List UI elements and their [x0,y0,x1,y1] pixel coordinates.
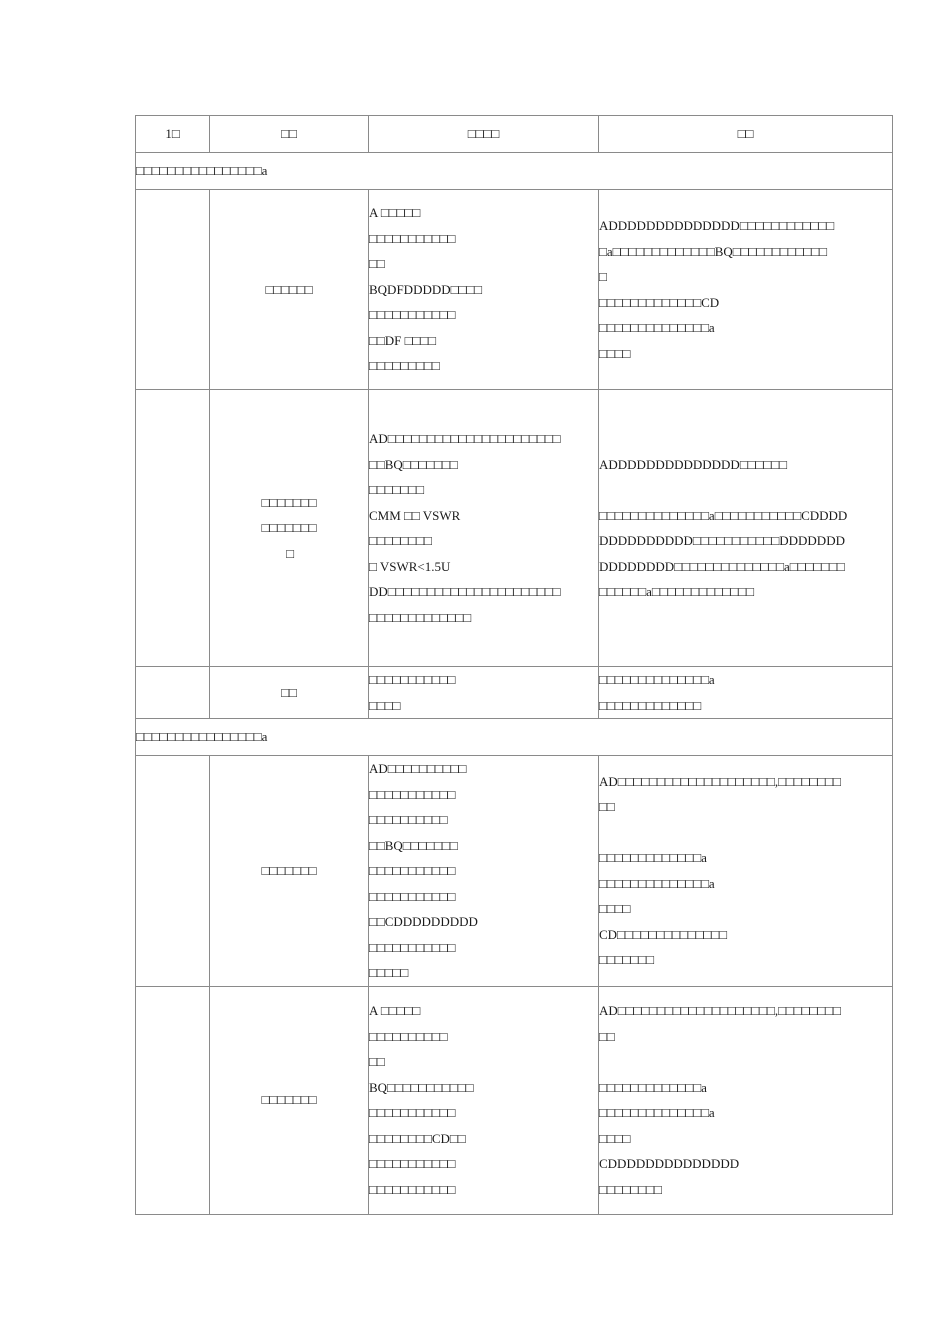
table-row [136,190,893,390]
cell-line: □□DF □□□□ [369,332,436,348]
cell-line: CD□□□□□□□□□□□□□□ [599,926,727,942]
cell-line: □ [286,545,294,561]
params-cell [369,667,599,719]
cell-line: □a□□□□□□□□□□□□□BQ□□□□□□□□□□□□ [599,243,827,259]
table-row [136,756,893,987]
cell-line: □□□□□□□□□□□□□ [599,697,702,713]
params-cell [369,390,599,667]
cell-line: CDDDDDDDDDDDDDD [599,1156,740,1171]
cell-line: □□□□□□□ [261,1092,317,1108]
params-cell [369,756,599,987]
row-index-cell [136,986,210,1214]
notes-cell [599,390,893,667]
cell-line: □□ [369,1054,385,1069]
cell-line: ADDDDDDDDDDDDDD□□□□□□ [599,456,787,472]
cell-line: □□□□□□□□□□□□□□a [599,672,715,687]
header-col-2: □□ [210,116,369,153]
cell-line: DD□□□□□□□□□□□□□□□□□□□□□□ [369,584,561,599]
cell-line: A □□□□□ [369,205,421,221]
section-row-2 [136,719,893,756]
cell-line: A □□□□□ [369,1003,421,1018]
table-row [136,986,893,1214]
cell-line: □□□□□□□□□□□□□□a [599,875,715,891]
cell-line: □□□□ [599,1130,631,1146]
cell-line: □□□□□□□□□□□□□ [369,609,472,625]
item-name-cell [210,667,369,719]
cell-line: □□BQ□□□□□□□ [369,837,458,853]
line-gap [599,1049,892,1075]
header-col-1: 1□ [136,116,210,153]
cell-line: □□□□ [599,901,631,917]
cell-line: □□□□□□□□□□□ [369,939,456,955]
cell-line: AD□□□□□□□□□□□□□□□□□□□□□□ [369,431,561,446]
cell-line: AD□□□□□□□□□□ [369,761,467,776]
table-header-row [136,116,893,153]
notes-cell [599,756,893,987]
line-gap [599,820,892,846]
cell-line: □□□□□□□□□□ [369,812,448,827]
cell-line: □□□□□□□□□ [369,358,440,374]
cell-line: □□□□□□□ [369,482,424,497]
header-col-4: □□ [599,116,893,153]
cell-line: BQDFDDDDD□□□□ [369,281,483,297]
cell-line: CMM □□ VSWR [369,507,461,523]
section-row-1 [136,153,893,190]
row-index-cell [136,756,210,987]
cell-line: □□□□□□□ [261,863,317,878]
cell-line: □□□□□□□□□□□ [369,786,456,802]
cell-line: □□□□ [599,345,631,361]
cell-line: □□□□□□□□□□□□□□a [599,1105,715,1120]
cell-line: □□□□□□□□□□□ [369,1181,456,1197]
item-name-cell [210,756,369,987]
cell-line: ADDDDDDDDDDDDDD□□□□□□□□□□□□ [599,218,835,233]
cell-line: □□ [599,799,615,815]
cell-line: □□ [369,256,385,272]
cell-line: □□□□□□□□□□□ [369,230,456,246]
cell-line: □□□□□□□□□□□□□CD [599,294,720,310]
params-cell [369,986,599,1214]
item-name-cell [210,390,369,667]
cell-line: □ VSWR<1.5U [369,558,451,574]
table-row [136,667,893,719]
cell-line: □□□□□□□□□□□□□□a□□□□□□□□□□□CDDDD [599,507,848,523]
cell-line: BQ□□□□□□□□□□□ [369,1079,474,1095]
section-title-2: □□□□□□□□□□□□□□□□a [136,719,893,756]
cell-line: □□ [599,1028,615,1044]
cell-line: □□□□□□□□□□□□□□a [599,320,715,335]
item-name-cell [210,986,369,1214]
row-index-cell [136,390,210,667]
cell-line: AD□□□□□□□□□□□□□□□□□□□□,□□□□□□□□ [599,773,841,789]
cell-line: □□□□ [369,697,401,713]
cell-line: □□□□□□□□ [369,533,432,548]
cell-line: □□□□□□□□□□□□□a [599,850,707,866]
cell-line: □□□□□□□□□□□ [369,1156,456,1171]
cell-line: □□□□□□□□□□□ [369,888,456,904]
spec-table [135,115,893,1215]
cell-line: □□□□□□□□□□□ [369,863,456,878]
cell-line: □□□□□ [369,965,409,980]
cell-line: □□□□□□□□□□□ [369,1105,456,1120]
cell-line: DDDDDDDD□□□□□□□□□□□□□□a□□□□□□□ [599,558,845,574]
cell-line: □□□□□□□□□□□□□a [599,1079,707,1095]
table-body [136,153,893,1215]
notes-cell [599,190,893,390]
row-index-cell [136,190,210,390]
cell-line: □□□□□□a□□□□□□□□□□□□□ [599,584,754,599]
header-col-3: □□□□ [369,116,599,153]
cell-line: □□ [281,684,297,700]
cell-line: □□CDDDDDDDDD [369,914,478,929]
notes-cell [599,667,893,719]
cell-line: □□□□□□□□ [599,1181,662,1197]
section-title-1: □□□□□□□□□□□□□□□□a [136,153,893,190]
cell-line: □ [599,269,607,284]
cell-line: □□□□□□□ [261,494,317,510]
cell-line: DDDDDDDDDD□□□□□□□□□□□DDDDDDD [599,533,845,548]
cell-line: □□□□□□□□CD□□ [369,1130,466,1146]
cell-line: AD□□□□□□□□□□□□□□□□□□□□,□□□□□□□□ [599,1003,841,1018]
cell-line: □□□□□□□□□□□ [369,672,456,687]
item-name-cell [210,190,369,390]
params-cell [369,190,599,390]
line-gap [599,477,892,503]
row-index-cell [136,667,210,719]
cell-line: □□□□□□□□□□ [369,1028,448,1044]
notes-cell [599,986,893,1214]
table-row [136,390,893,667]
cell-line: □□BQ□□□□□□□ [369,456,458,472]
cell-line: □□□□□□ [265,281,313,297]
cell-line: □□□□□□□□□□□ [369,307,456,323]
cell-line: □□□□□□□ [599,952,654,968]
cell-line: □□□□□□□ [261,520,317,536]
